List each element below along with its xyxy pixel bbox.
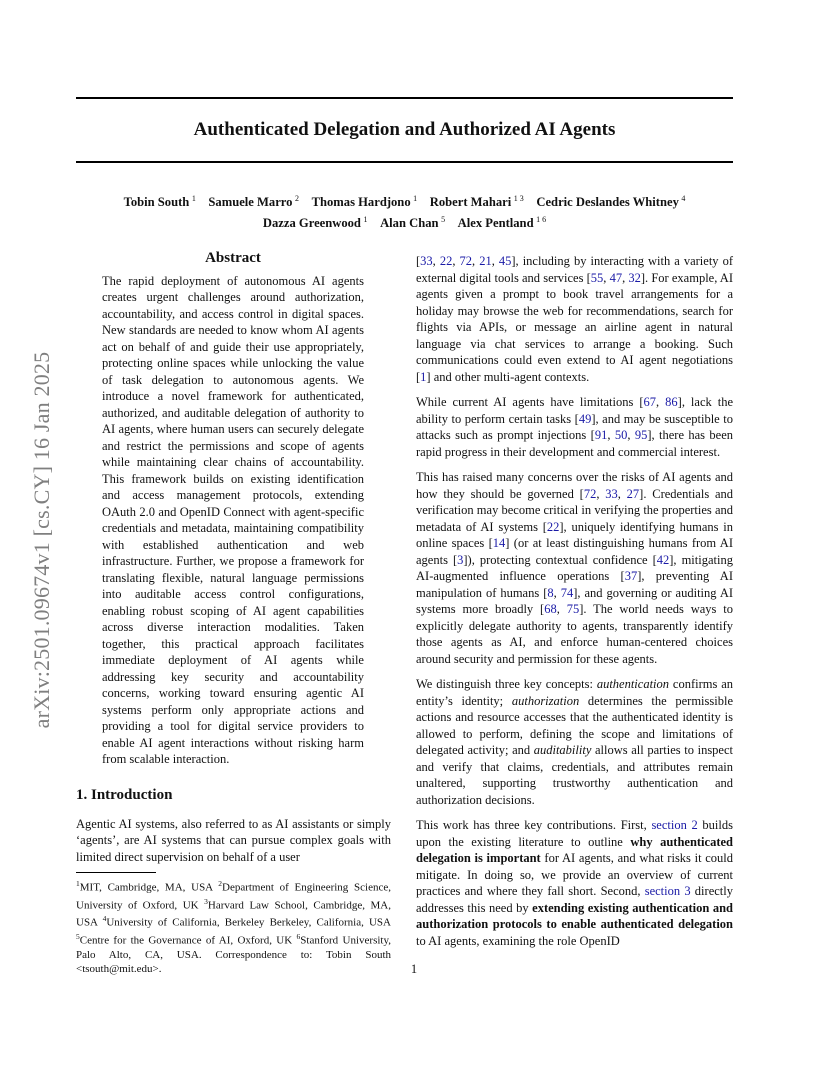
footnote-marker: 1	[76, 879, 80, 888]
text-run: ] and other multi-agent contexts.	[426, 369, 590, 384]
text-run: ,	[627, 428, 635, 442]
author-affiliation: 1 6	[536, 215, 547, 225]
citation-link[interactable]: section 2	[651, 818, 698, 832]
text-run: determines the permissible actions and resource accesses that the authenticated identity is allowed to perform, defining the scope and limitations of delegated activity; and	[416, 693, 734, 757]
abstract-text: The rapid deployment of autonomous AI agents creates urgent challenges around authorization, accountability, and access control in digital spaces. New standards are needed to know whom AI agents act on behalf of and guide their use appropriately, protecting online spaces while unlocking the value of task delegation to autonomous agents. We introduce a novel framework for authenticated, authorized, and auditable delegation of authority to AI agents, where human users can securely delegate and restrict the permissions and scope of agents while maintaining clear chains of accountability. This framework builds on existing identification and access management protocols, extending OAuth 2.0 and OpenID Connect with agent-specific credentials and metadata, maintaining compatibility with established authentication and web infrastructure. Further, we propose a framework for translating flexible, natural language permissions into auditable access control configurations, enabling robust scoping of AI agent capabilities across diverse interaction modalities. Taken together, this practical approach facilitates immediate deployment of AI agents while addressing key security and accountability concerns, working toward ensuring agentic AI systems perform only appropriate actions and providing a tool for digital service providers to enable AI agent interactions without risking harm from scalable interaction.	[102, 273, 364, 766]
footnote-affiliation: Department of Engineering Science, University of Oxford, UK	[76, 881, 391, 912]
text-run: ,	[452, 254, 460, 268]
citation-link[interactable]: 86	[665, 395, 678, 409]
text-run: ], lack the ability to perform certain tasks [	[416, 395, 734, 426]
citation-link[interactable]: 50	[614, 428, 628, 442]
citation-link[interactable]: 67	[643, 395, 657, 409]
text-run: ,	[596, 486, 606, 501]
footnote-affiliation: University of California, Berkeley Berkeley, California, USA	[106, 916, 391, 929]
citation-link[interactable]: 75	[566, 602, 580, 616]
citation-link[interactable]: 22	[546, 519, 560, 534]
text-run: ], including by interacting with a variety of external digital tools and services [	[416, 254, 734, 285]
footnote-marker: 3	[204, 896, 208, 906]
author-list	[76, 190, 733, 232]
footnote-marker: 6	[296, 931, 301, 941]
text-run: ,	[556, 602, 567, 616]
text-run: builds upon the existing literature to outline	[416, 818, 733, 849]
author-affiliation: 2	[295, 194, 299, 203]
citation-link[interactable]: 8	[547, 585, 554, 600]
citation-link[interactable]: 74	[560, 585, 574, 600]
footnote-affiliation: MIT, Cambridge, MA, USA	[79, 881, 219, 894]
text-run: ]. The world needs ways to explicitly delegate authority to agents, transparently identify those agents as AI, and enforce human-centered choices around security and permission for these agents.	[416, 602, 734, 666]
citation-link[interactable]: 1	[420, 369, 427, 384]
body-paragraph	[416, 817, 733, 949]
text-run: confirms an entity’s identity;	[416, 677, 734, 708]
footnote-marker: 2	[218, 879, 222, 888]
bold-phrase: extending existing authentication and authorization protocols to enable authenticated delegation	[416, 900, 733, 931]
text-run: ,	[656, 395, 666, 409]
body-paragraph	[416, 394, 733, 460]
citation-link[interactable]: 33	[605, 486, 618, 501]
author-line-1	[76, 190, 733, 211]
author-name: Alex Pentland	[457, 216, 534, 231]
text-run: ]. For example, AI agents given a prompt to book travel arrangements for a holiday may browse the web for recommendations, search for flights via APIs, or message an airline agent in natural language via chat services to arrange a booking. Such communications could even extend to AI agent negotiations [	[416, 270, 733, 384]
citation-link[interactable]: 55	[590, 270, 604, 285]
text-run: ]), protecting contextual confidence [	[463, 552, 657, 567]
author-affiliation: 1	[191, 194, 196, 203]
text-run: [	[416, 254, 421, 268]
author-name: Cedric Deslandes Whitney	[536, 195, 679, 210]
right-column	[416, 253, 733, 958]
abstract-heading: Abstract	[205, 250, 261, 266]
author-name: Thomas Hardjono	[311, 195, 411, 210]
footnote-marker: 5	[76, 931, 80, 941]
text-run: to AI agents, examining the role OpenID	[416, 933, 620, 948]
text-run: for AI agents, and what risks it could mitigate. In doing so, we provide an overview of current practices and where they fall short. Second,	[416, 851, 734, 898]
text-run: ,	[622, 270, 629, 285]
citation-link[interactable]: 95	[634, 428, 648, 442]
author-affiliation: 4	[681, 194, 686, 203]
introduction-section	[76, 787, 391, 865]
text-run: ], uniquely identifying humans in online spaces [	[416, 519, 733, 550]
text-run: ] (or at least distinguishing humans from AI agents [	[416, 536, 733, 567]
text-run: ,	[553, 585, 561, 600]
text-run: ,	[603, 270, 610, 285]
text-run: ], there has been rapid progress in their development and commercial interest.	[416, 428, 734, 459]
author-affiliation: 5	[441, 215, 446, 225]
citation-link[interactable]: 22	[439, 254, 453, 268]
citation-link[interactable]: 49	[578, 411, 592, 426]
citation-link[interactable]: 47	[609, 270, 623, 285]
author-name: Tobin South	[123, 195, 190, 210]
citation-link[interactable]: 72	[583, 486, 597, 501]
citation-link[interactable]: 68	[544, 602, 557, 616]
bold-phrase: why authenticated delegation is important	[416, 834, 733, 865]
author-name: Dazza Greenwood	[262, 216, 361, 231]
footnote-marker: 4	[102, 914, 107, 924]
citation-link[interactable]: 21	[479, 254, 492, 268]
text-run: While current AI agents have limitations [	[416, 395, 644, 409]
text-run: directly addresses this need by	[416, 884, 733, 915]
author-affiliation: 1 3	[513, 194, 524, 203]
top-rule	[76, 97, 733, 99]
affiliations-footnote	[76, 877, 391, 976]
text-run: ,	[607, 428, 615, 442]
text-run: This has raised many concerns over the risks of AI agents and how they should be governed [	[416, 470, 733, 501]
title-bottom-rule	[76, 161, 733, 163]
citation-link[interactable]: 14	[492, 536, 506, 550]
body-paragraph	[416, 469, 733, 667]
author-line-2	[76, 211, 733, 232]
citation-link[interactable]: section 3	[644, 884, 691, 898]
citation-link[interactable]: 42	[656, 552, 670, 567]
text-run: ,	[472, 254, 480, 268]
footnote-affiliation: Centre for the Governance of AI, Oxford, UK	[79, 934, 297, 947]
page-number: 1	[410, 962, 418, 976]
introduction-heading: 1. Introduction	[76, 787, 173, 803]
emphasized-term: authorization	[511, 693, 580, 708]
text-run: This work has three key contributions. First,	[416, 818, 652, 832]
citation-link[interactable]: 27	[626, 486, 640, 501]
text-run: allows all parties to inspect and verify that claims, credentials, and attributes remain unaltered, supporting trustworthy authentication and authorization decisions.	[416, 743, 733, 807]
text-run: ]. Credentials and verification may become critical in verifying the properties and metadata of AI systems [	[416, 486, 734, 534]
author-affiliation: 1	[363, 215, 368, 225]
body-paragraph	[416, 676, 733, 808]
abstract-section	[102, 250, 364, 768]
footnote-rule	[76, 872, 156, 873]
emphasized-term: authentication	[596, 677, 670, 691]
text-run: ,	[432, 254, 440, 268]
text-run: ,	[617, 486, 627, 501]
text-run: ], preventing AI manipulation of humans [	[416, 569, 733, 600]
citation-link[interactable]: 33	[420, 254, 433, 268]
text-run: ], and may be susceptible to attacks such as prompt injections [	[416, 411, 734, 442]
citation-link[interactable]: 3	[457, 552, 464, 567]
introduction-text: Agentic AI systems, also referred to as AI assistants or simply ‘agents’, are AI systems that can pursue complex goals with limited direct supervision on behalf of a user	[76, 816, 391, 864]
citation-link[interactable]: 91	[594, 428, 608, 442]
citation-link[interactable]: 32	[628, 270, 641, 285]
footnote-affiliation: Harvard Law School, Cambridge, MA, USA	[76, 899, 391, 929]
author-name: Robert Mahari	[429, 195, 512, 210]
author-affiliation: 1	[413, 194, 418, 203]
text-run: ], mitigating AI-augmented influence operations [	[416, 552, 733, 583]
paper-title: Authenticated Delegation and Authorized AI Agents	[193, 119, 616, 140]
text-run: ,	[491, 254, 499, 268]
text-run: ], and governing or auditing AI systems more broadly [	[416, 585, 734, 616]
citation-link[interactable]: 45	[498, 254, 512, 268]
emphasized-term: auditability	[533, 743, 592, 757]
citation-link[interactable]: 37	[624, 569, 638, 583]
author-name: Samuele Marro	[208, 195, 293, 210]
arxiv-stamp[interactable]: arXiv:2501.09674v1 [cs.CY] 16 Jan 2025	[29, 351, 54, 729]
citation-link[interactable]: 72	[459, 254, 473, 268]
text-run: We distinguish three key concepts:	[416, 677, 597, 691]
author-name: Alan Chan	[380, 216, 439, 231]
body-paragraph	[416, 253, 733, 385]
footnote-affiliation: Stanford University, Palo Alto, CA, USA. Correspondence to: Tobin South <tsouth@mit.edu>.	[76, 934, 391, 975]
